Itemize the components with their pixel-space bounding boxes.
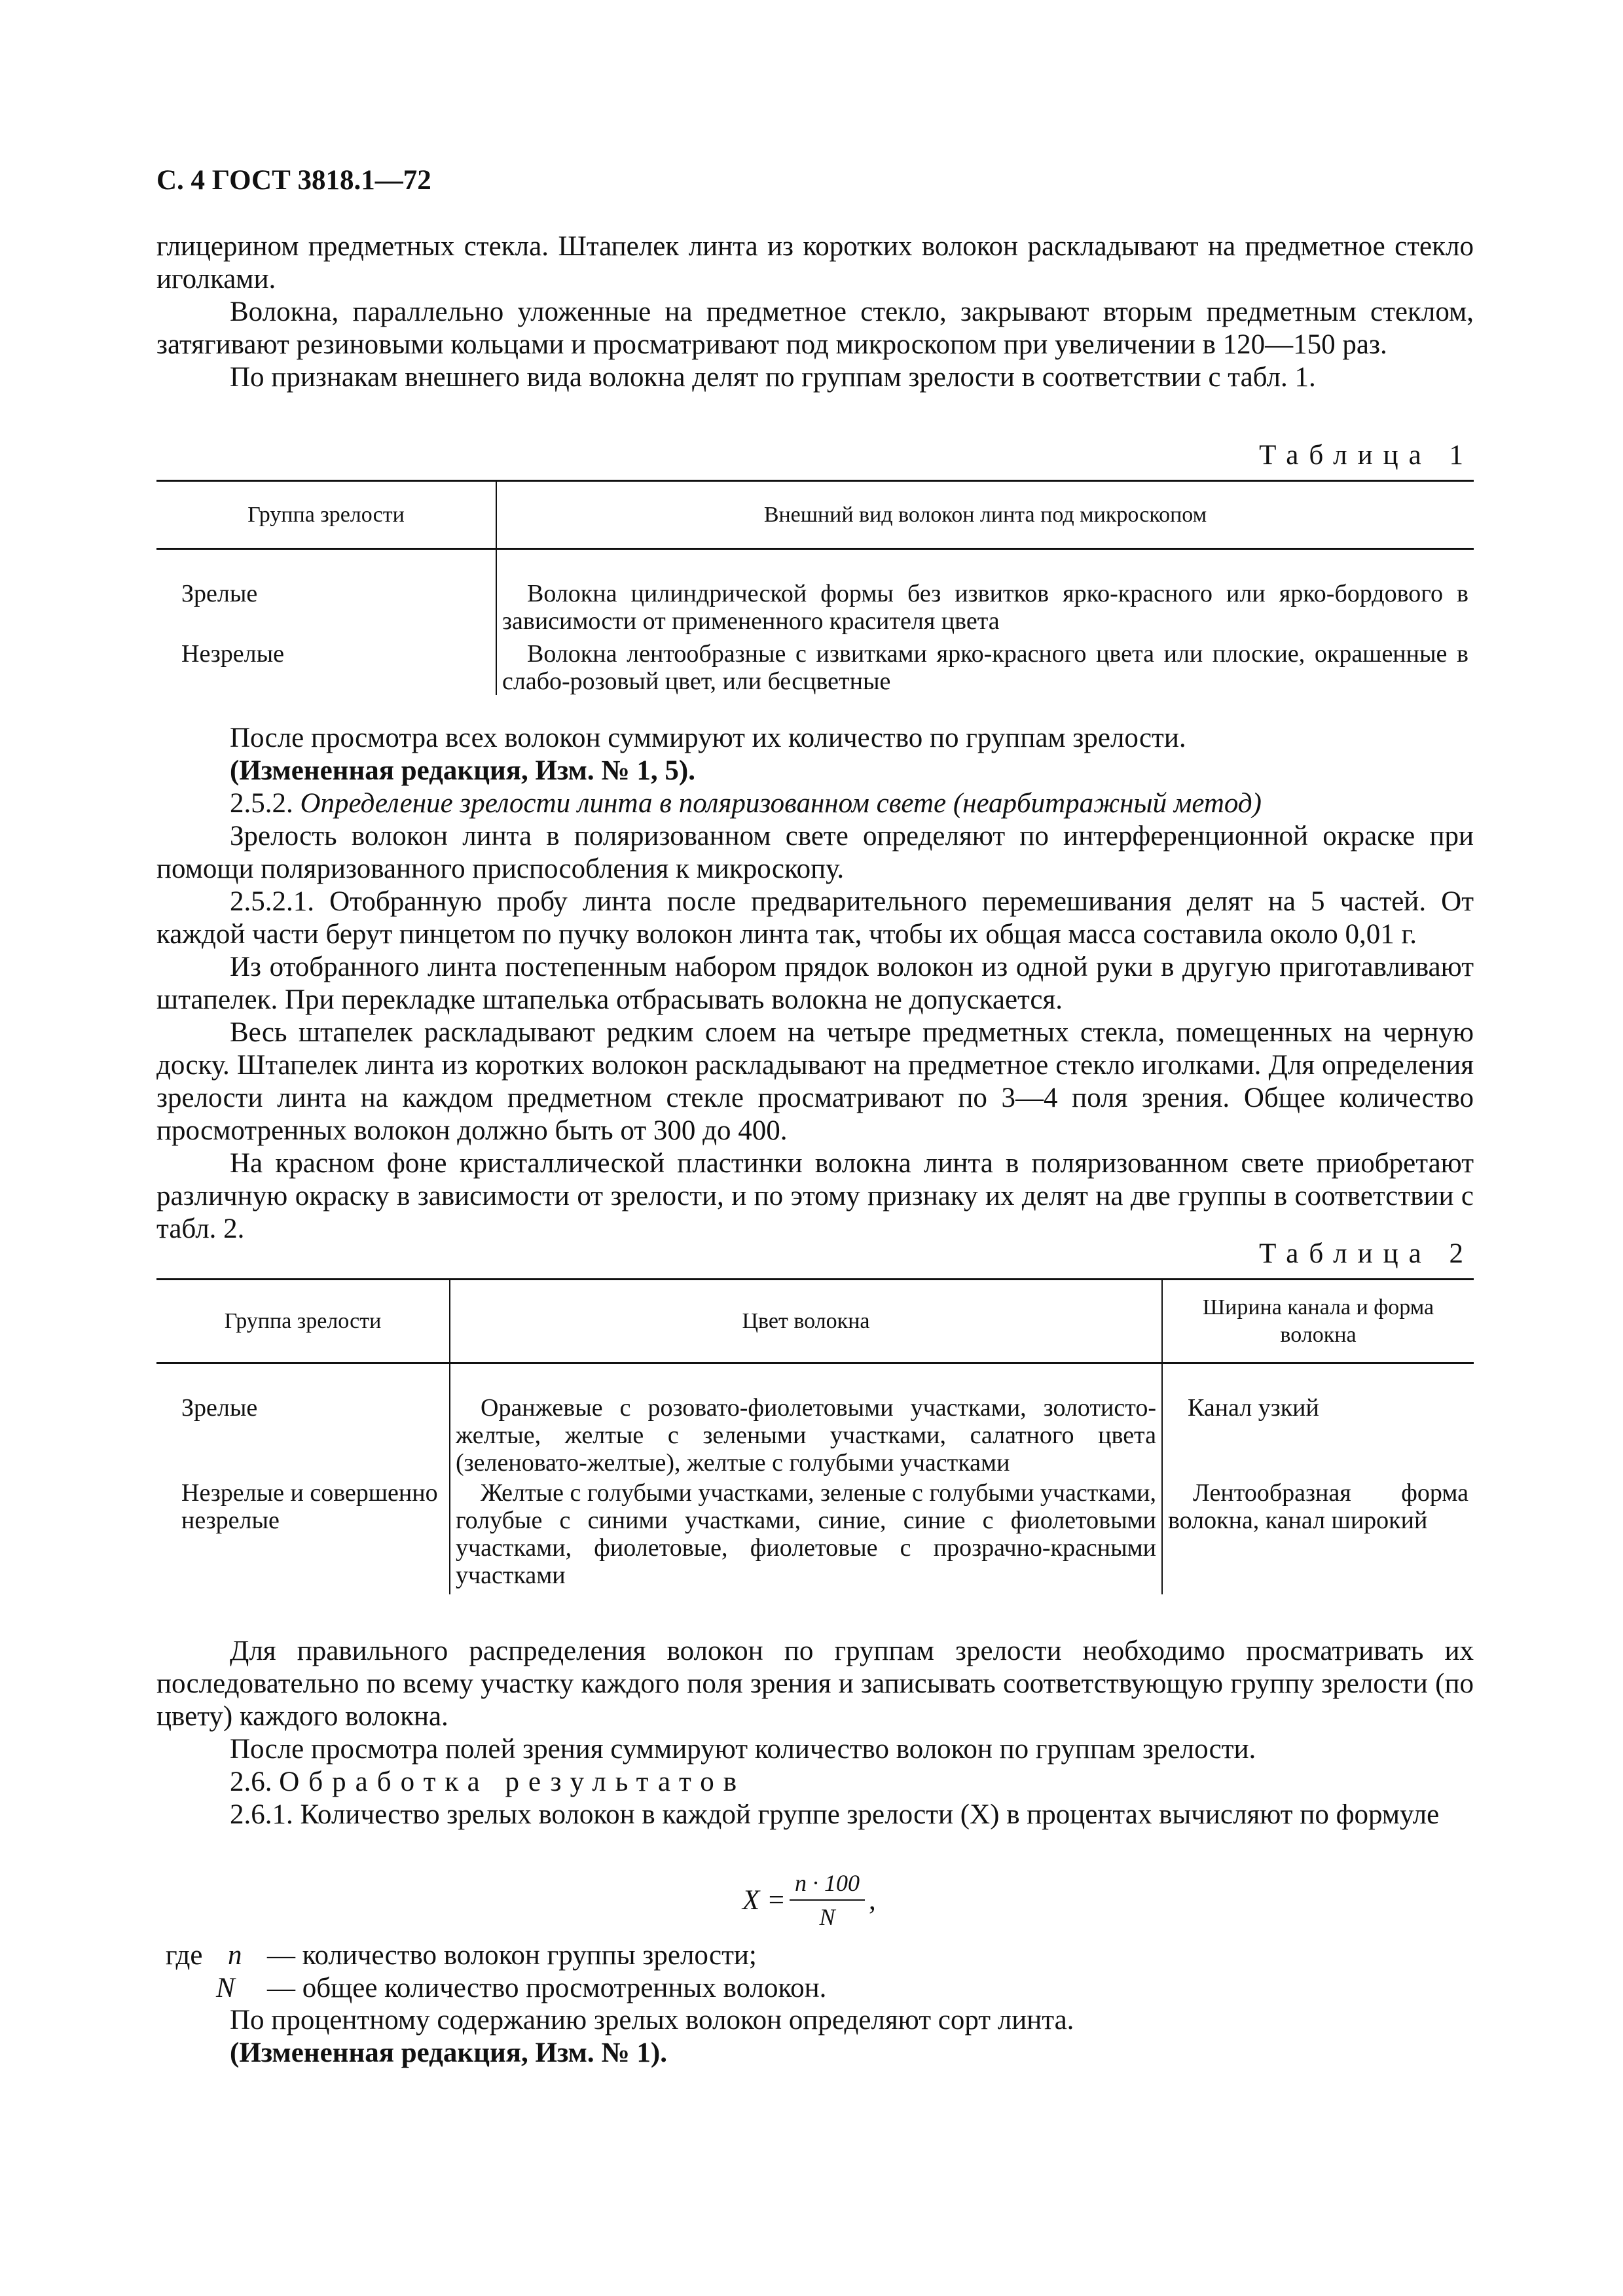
formula-comma: , [869,1884,876,1916]
table-row [156,1363,1474,1477]
paragraph: По признакам внешнего вида волокна делят по группам зрелости в соответствии с табл. 1. [230,362,1316,393]
table-row [156,549,1474,636]
legend-text: — общее количество просмотренных волокон. [267,1973,827,2003]
method-text-block [156,722,1474,1246]
table-row [156,635,1474,695]
table-header-cell: Ширина канала и форма волокна [1162,1280,1474,1363]
formula-lhs: X = [742,1884,786,1916]
results-text-block [156,1635,1474,1831]
table-header-cell: Группа зрелости [156,1280,450,1363]
table-cell-group: Незрелые [181,640,285,668]
formula-denominator: N [819,1904,835,1930]
paragraph: По процентному содержанию зрелых волокон определяют сорт линта. [230,2005,1074,2036]
legend-text: — количество волокон группы зрелости; [267,1940,757,1971]
paragraph: На красном фоне кристаллической пластинки волокна линта в поляризованном свете приобретают различную окраску в зависимости от зрелости, и по этому признаку их делят на две группы в соответствии с табл. 2. [156,1148,1474,1244]
paragraph: глицерином предметных стекла. Штапелек линта из коротких волокон раскладывают на предметное стекло иголками. [156,231,1474,295]
paragraph: После просмотра полей зрения суммируют количество волокон по группам зрелости. [230,1734,1256,1765]
formula-legend [166,1939,826,2005]
table-cell-color: Оранжевые с розовато-фиолетовыми участками, золотисто-желтые, желтые с зелеными участками, салатного цвета (зеленовато-желтые), желтые с голубыми участками [450,1363,1162,1477]
legend-symbol: N [216,1973,235,2003]
table-2 [156,1278,1474,1594]
paragraph: После просмотра всех волокон суммируют их количество по группам зрелости. [230,723,1186,753]
legend-row [166,1972,826,2005]
paragraph: 2.6.1. Количество зрелых волокон в каждой группе зрелости (X) в процентах вычисляют по формуле [230,1799,1440,1830]
legend-symbol: n [228,1940,242,1971]
table-cell-group: Зрелые [181,1394,258,1422]
formula [742,1869,876,1931]
amendment-note: (Измененная редакция, Изм. № 1). [230,2037,667,2068]
table-cell-group: Незрелые и совершенно незрелые [181,1479,438,1534]
table-cell-width: Лентообразная форма волокна, канал широкий [1162,1477,1474,1594]
table-cell-width: Канал узкий [1162,1363,1474,1477]
table-cell-desc: Волокна лентообразные с извитками ярко-красного цвета или плоские, окрашенные в слабо-розовый цвет, или бесцветные [496,635,1474,695]
table1-caption: Таблица 1 [1259,440,1474,471]
paragraph: Весь штапелек раскладывают редким слоем на четыре предметных стекла, помещенных на черную доску. Штапелек линта из коротких волокон раскладывают на предметное стекло иголками. Для определения зрелости линта на каждом предметном стекле просматривают по 3—4 поля зрения. Общее количество просмотренных волокон должно быть от 300 до 400. [156,1017,1474,1146]
table-cell-color: Желтые с голубыми участками, зеленые с голубыми участками, голубые с синими участками, синие, синие с фиолетовыми участками, фиолетовые, фиолетовые с прозрачно-красными участками [450,1477,1162,1594]
paragraph: 2.5.2.1. Отобранную пробу линта после предварительного перемешивания делят на 5 частей. От каждой части берут пинцетом по пучку волокон линта так, чтобы их общая масса составила около 0,01 г. [156,886,1474,950]
section-heading: 2.5.2. Определение зрелости линта в поляризованном свете (неарбитражный метод) [230,788,1262,819]
section-heading: 2.6. Обработка результатов [230,1767,746,1797]
amendment-note: (Измененная редакция, Изм. № 1, 5). [230,755,695,786]
table-header-cell: Внешний вид волокон линта под микроскопом [496,481,1474,549]
intro-text-block [156,230,1474,394]
table-1 [156,480,1474,695]
table-header-cell: Цвет волокна [450,1280,1162,1363]
paragraph: Волокна, параллельно уложенные на предметное стекло, закрывают вторым предметным стеклом, затягивают резиновыми кольцами и просматривают под микроскопом при увеличении в 120—150 раз. [156,296,1474,360]
legend-where: где [166,1940,203,1971]
legend-row [166,1939,826,1972]
paragraph: Для правильного распределения волокон по группам зрелости необходимо просматривать их последовательно по всему участку каждого поля зрения и записывать соответствующую группу зрелости (по цвету) каждого волокна. [156,1636,1474,1732]
paragraph: Из отобранного линта постепенным набором прядок волокон из одной руки в другую приготавливают штапелек. При перекладке штапелька отбрасывать волокна не допускается. [156,952,1474,1015]
table-cell-group: Зрелые [181,580,258,607]
table2-caption: Таблица 2 [1259,1238,1474,1269]
table-row [156,1477,1474,1594]
paragraph: Зрелость волокон линта в поляризованном свете определяют по интерференционной окраске при помощи поляризованного приспособления к микроскопу. [156,821,1474,884]
table-header-cell: Группа зрелости [156,481,496,549]
page-header: С. 4 ГОСТ 3818.1—72 [156,165,431,196]
table-cell-desc: Волокна цилиндрической формы без извитков ярко-красного или ярко-бордового в зависимости от примененного красителя цвета [496,549,1474,636]
formula-numerator: n · 100 [790,1869,865,1901]
closing-text-block [156,2004,1474,2070]
formula-fraction [790,1869,865,1931]
